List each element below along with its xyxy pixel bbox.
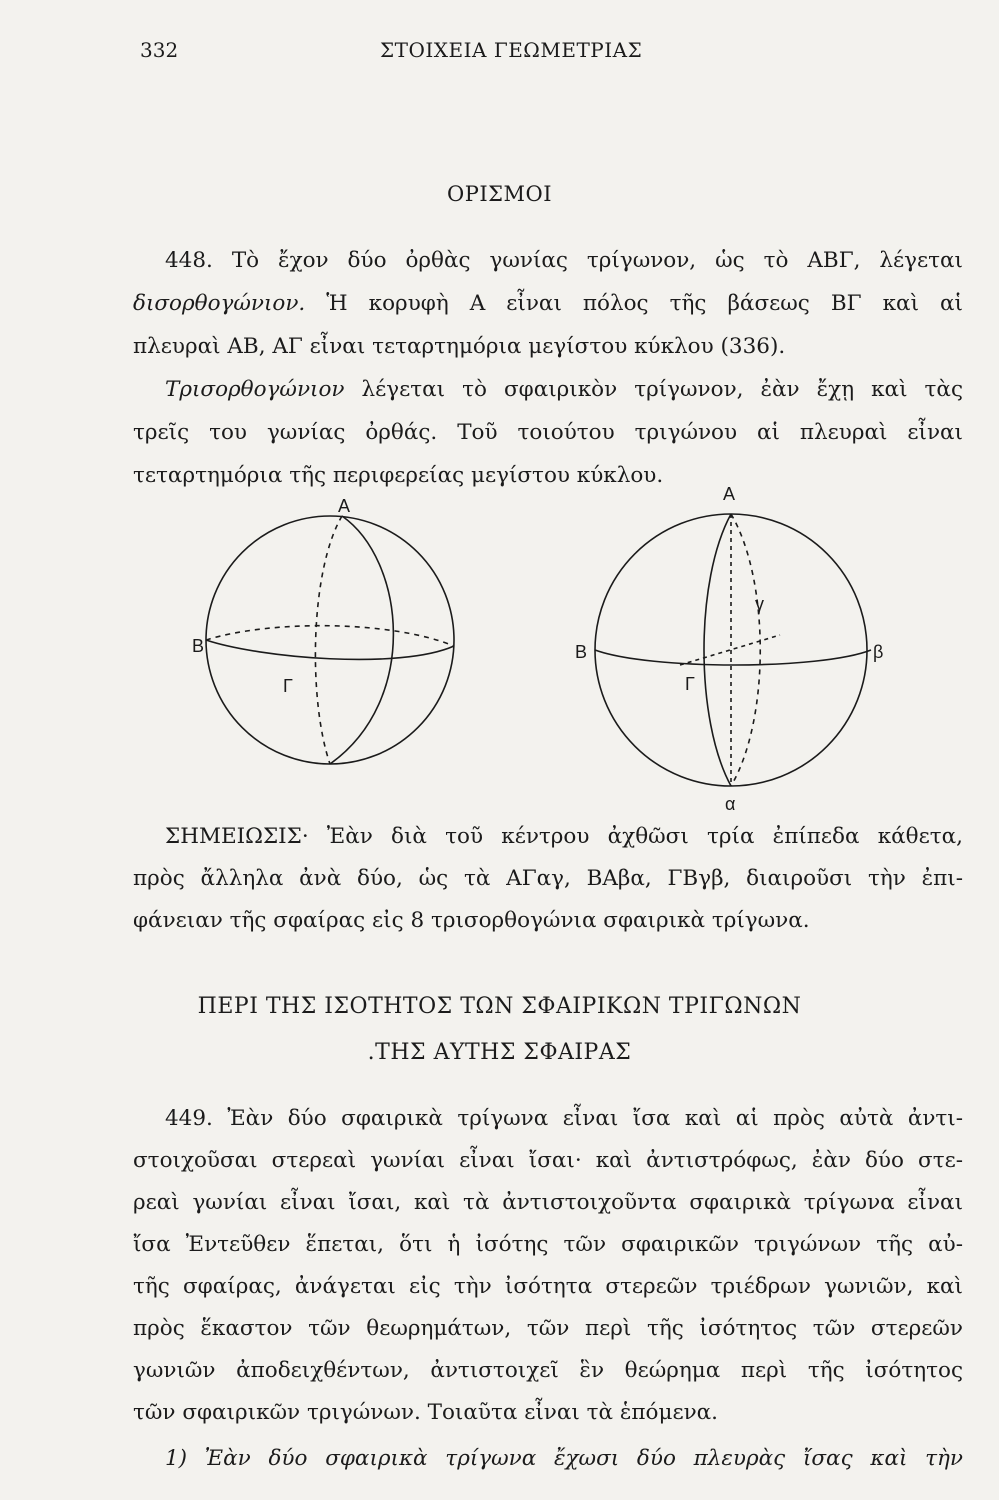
right-label-gamma: γ xyxy=(755,594,764,614)
p448b-line-1 xyxy=(165,379,963,401)
right-label-beta: β xyxy=(873,642,884,662)
note-line-2: πρὸς ἄλληλα ἀνὰ δύο, ὡς τὰ ΑΓαγ, ΒΑβα, ΓΒγβ, διαιροῦσι τὴν ἐπι- xyxy=(133,866,963,891)
right-axis-depth xyxy=(680,635,780,665)
right-label-B: Β xyxy=(575,642,588,662)
p449-line-7: γωνιῶν ἀποδειχθέντων, ἀντιστοιχεῖ ἓν θεώρημα περὶ τῆς ἰσότητος xyxy=(133,1358,963,1383)
left-sphere xyxy=(206,516,454,764)
p449-line-1: 449. Ἐὰν δύο σφαιρικὰ τρίγωνα εἶναι ἴσα καὶ αἱ πρὸς αὐτὰ ἀντι- xyxy=(165,1106,963,1131)
left-meridian-back xyxy=(315,516,342,764)
right-label-A: Α xyxy=(723,484,736,504)
p448-line-2-text: Ἡ κορυφὴ Α εἶναι πόλος τῆς βάσεως ΒΓ καὶ αἱ xyxy=(305,291,963,316)
spherical-triangles-figure xyxy=(180,480,884,814)
p449-line-2: στοιχοῦσαι στερεαὶ γωνίαι εἶναι ἴσαι· καὶ ἀντιστρόφως, ἐὰν δύο στε- xyxy=(133,1148,963,1173)
left-equator-back xyxy=(206,626,454,646)
section-heading-line-2: .ΤΗΣ ΑΥΤΗΣ ΣΦΑΙΡΑΣ xyxy=(367,1040,632,1065)
term-trisorthogonion: Τρισορθογώνιον xyxy=(165,377,345,402)
page-number: 332 xyxy=(140,38,179,62)
left-sphere-outline xyxy=(206,516,454,764)
p449-line-5: τῆς σφαίρας, ἀνάγεται εἰς τὴν ἰσότητα στερεῶν τριέδρων γωνιῶν, καὶ xyxy=(133,1274,963,1299)
figure-svg xyxy=(180,480,884,814)
running-title: ΣΤΟΙΧΕΙΑ ΓΕΩΜΕΤΡΙΑΣ xyxy=(380,38,643,62)
p448b-line-3: τεταρτημόρια τῆς περιφερείας μεγίστου κύκλου. xyxy=(133,463,664,488)
page-header xyxy=(140,38,840,66)
definitions-title: ΟΡΙΣΜΟΙ xyxy=(446,182,552,206)
p449-line-8: τῶν σφαιρικῶν τριγώνων. Τοιαῦτα εἶναι τὰ ἑπόμενα. xyxy=(133,1400,719,1425)
p449-line-3: ρεαὶ γωνίαι εἶναι ἴσαι, καὶ τὰ ἀντιστοιχοῦντα σφαιρικὰ τρίγωνα εἶναι xyxy=(133,1190,963,1215)
note-line-1: ΣΗΜΕΙΩΣΙΣ· Ἐὰν διὰ τοῦ κέντρου ἀχθῶσι τρία ἐπίπεδα κάθετα, xyxy=(165,824,963,849)
term-disorthogonion: δισορθογώνιον. xyxy=(133,291,306,316)
p448b-line-2: τρεῖς του γωνίας ὀρθάς. Τοῦ τοιούτου τριγώνου αἱ πλευραὶ εἶναι xyxy=(133,420,963,445)
p449-line-6: πρὸς ἕκαστον τῶν θεωρημάτων, τῶν περὶ τῆς ἰσότητος τῶν στερεῶν xyxy=(133,1316,963,1341)
right-label-G: Γ xyxy=(685,674,695,694)
p448-line-1: 448. Τὸ ἔχον δύο ὀρθὰς γωνίας τρίγωνον, ὡς τὸ ΑΒΓ, λέγεται xyxy=(165,248,963,273)
right-label-alpha: α xyxy=(725,794,736,814)
left-label-G: Γ xyxy=(283,676,293,696)
p449-line-4: ἴσα Ἐντεῦθεν ἕπεται, ὅτι ἡ ἰσότης τῶν σφαιρικῶν τριγώνων τῆς αὐ- xyxy=(133,1232,963,1257)
left-label-A: Α xyxy=(338,496,351,516)
p448-line-3: πλευραὶ ΑΒ, ΑΓ εἶναι τεταρτημόρια μεγίστου κύκλου (336). xyxy=(133,334,786,359)
left-label-B: Β xyxy=(192,636,205,656)
note-line-3: φάνειαν τῆς σφαίρας εἰς 8 τρισορθογώνια σφαιρικὰ τρίγωνα. xyxy=(133,908,810,933)
item-1-line: 1) Ἐὰν δύο σφαιρικὰ τρίγωνα ἔχωσι δύο πλευρὰς ἴσας καὶ τὴν xyxy=(165,1446,963,1471)
right-equator xyxy=(595,650,871,665)
section-heading-line-1: ΠΕΡΙ ΤΗΣ ΙΣΟΤΗΤΟΣ ΤΩΝ ΣΦΑΙΡΙΚΩΝ ΤΡΙΓΩΝΩΝ xyxy=(197,994,802,1019)
left-meridian-front xyxy=(330,516,393,764)
p448b-line-1-text: λέγεται τὸ σφαιρικὸν τρίγωνον, ἐὰν ἔχῃ καὶ τὰς xyxy=(344,377,963,402)
right-meridian-front xyxy=(704,514,731,786)
right-sphere xyxy=(595,514,871,786)
p448-line-2 xyxy=(133,293,963,315)
right-meridian-back xyxy=(731,514,760,786)
left-equator-front xyxy=(206,640,454,659)
